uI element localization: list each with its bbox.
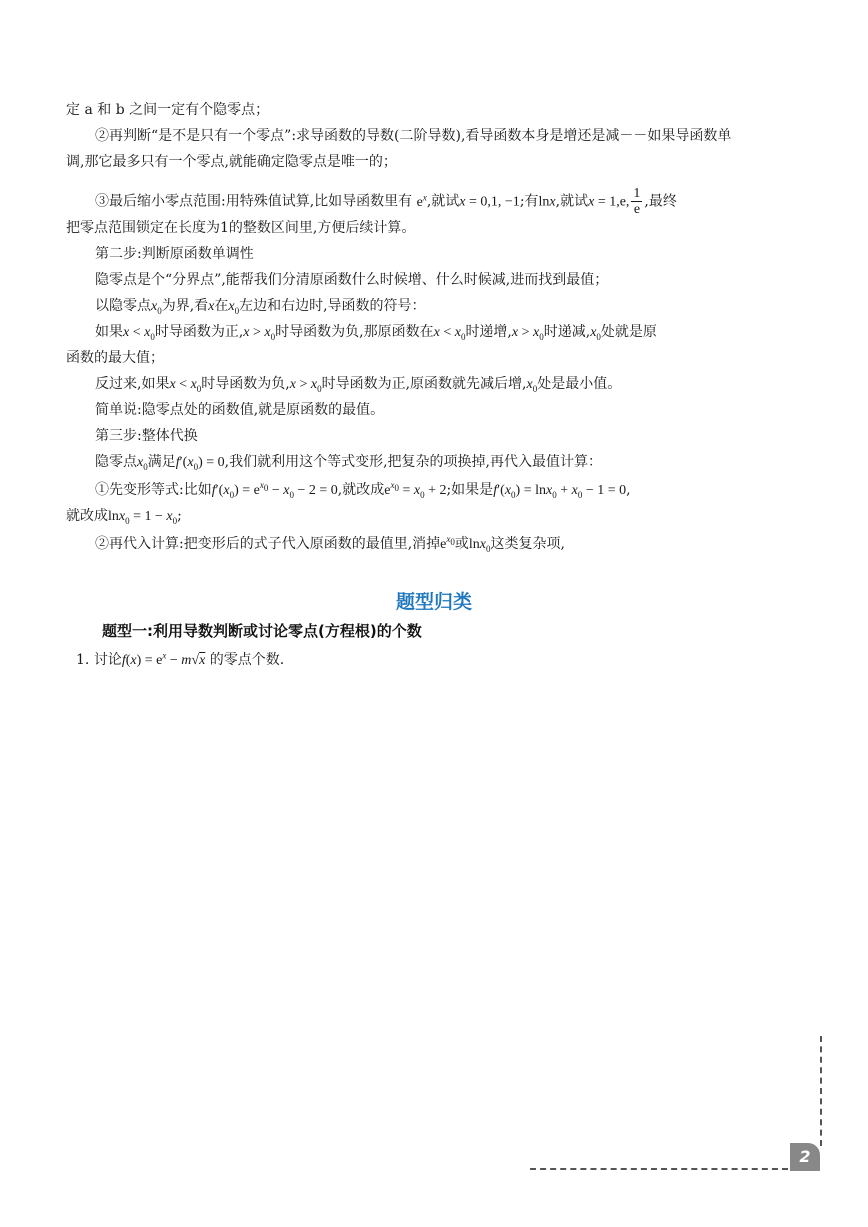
text-line: 把零点范围锁定在长度为1的整数区间里,方便后续计算。 xyxy=(66,220,416,236)
step-heading: 第二步:判断原函数单调性 xyxy=(95,246,254,262)
text-line: 函数的最大值； xyxy=(66,350,164,366)
text-line: ③最后缩小零点范围:用特殊值试算,比如导函数里有 $e^x$,就试x = 0,1, −1;有lnx,就试x = 1,e, $\frac{1}{e}$ ,最终 xyxy=(95,186,677,217)
page-corner-dashed-vertical xyxy=(820,1036,822,1146)
text-line: 反过来,如果$x < x_0$时导函数为负$,x > x_0$时导函数为正,原函数就先减后增$,x_0$处是最小值。 xyxy=(95,376,622,394)
text-line: 如果$x < x_0$时导函数为正$,x > x_0$时导函数为负,那原函数在$x < x_0$时递增$,x > x_0$时递减$,x_0$处就是原 xyxy=(95,324,657,342)
step-heading: 第三步:整体代换 xyxy=(95,428,198,444)
text-line: 调,那它最多只有一个零点,就能确定隐零点是唯一的； xyxy=(66,154,397,170)
page-number-badge: 2 xyxy=(790,1143,820,1171)
page-corner-dashed-horizontal xyxy=(530,1168,788,1170)
text-line: 隐零点$x_0$满足$f'(x_0) = 0$,我们就利用这个等式变形,把复杂的项换掉,再代入最值计算： xyxy=(95,454,602,472)
text-line: ①先变形等式:比如$f'(x_0) = e^{x_0} - x_0 - 2 = 0$,就改成$e^{x_0} = x_0 + 2$;如果是$f'(x_0) = \ln x_0 + x_0 - 1 = 0$, xyxy=(95,480,631,500)
text-line: 隐零点是个“分界点”,能帮我们分清原函数什么时候增、什么时候减,进而找到最值； xyxy=(95,272,609,288)
text-line: 以隐零点$x_0$为界,看x在$x_0$左边和右边时,导函数的符号： xyxy=(95,298,426,316)
section-title: 题型归类 xyxy=(395,591,472,613)
text-line: ②再代入计算:把变形后的式子代入原函数的最值里,消掉$e^{x_0}$或lnx$_0$这类复杂项, xyxy=(95,534,565,554)
text-line: 就改成$\ln x_0 = 1 - x_0$; xyxy=(66,508,182,526)
text-line: 定 a 和 b 之间一定有个隐零点； xyxy=(66,102,270,118)
question-number: 1. xyxy=(76,652,90,668)
question-1: 1. 讨论$f(x) = e^x - m√x$ 的零点个数. xyxy=(76,650,285,668)
type-heading: 题型一:利用导数判断或讨论零点(方程根)的个数 xyxy=(102,622,422,640)
text-line: 简单说:隐零点处的函数值,就是原函数的最值。 xyxy=(95,402,385,418)
text-line: ②再判断“是不是只有一个零点”:求导函数的导数(二阶导数),看导函数本身是增还是减－－如果导函数单 xyxy=(95,128,732,144)
fraction-one-over-e: $\frac{1}{e}$ xyxy=(633,186,641,217)
